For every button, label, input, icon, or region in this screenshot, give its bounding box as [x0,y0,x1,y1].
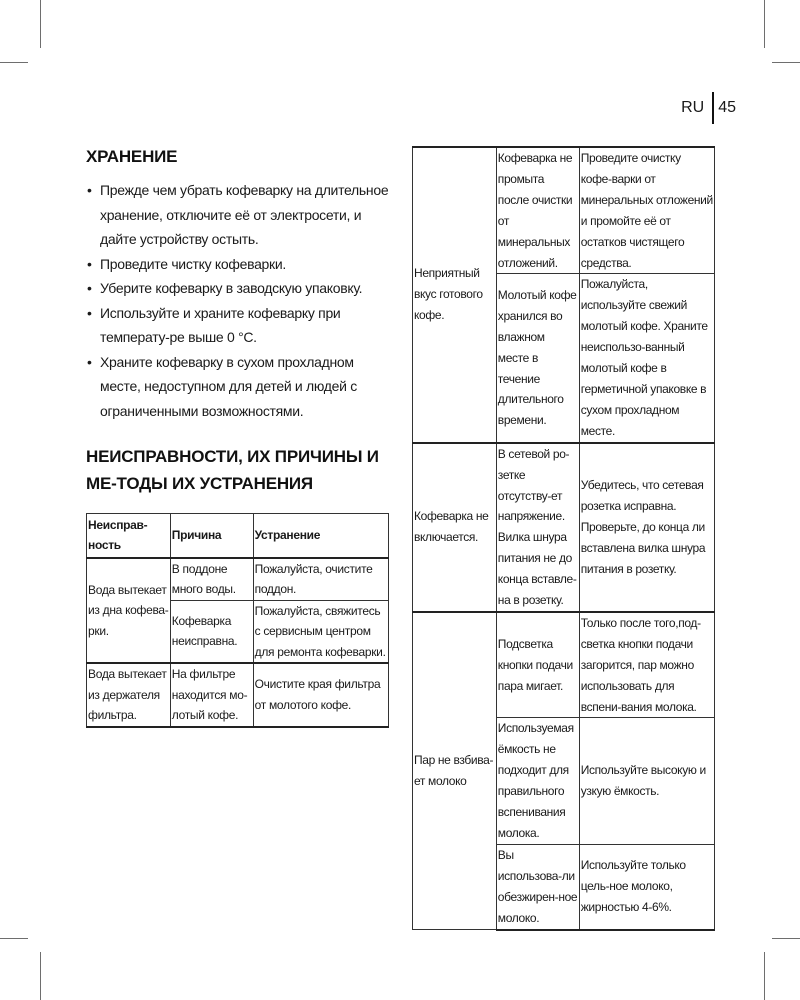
crop-mark [0,62,28,63]
page-header [681,92,736,124]
remedy-cell: Пожалуйста, используйте свежий молотый кофе. Храните неиспользо-ванный молотый кофе в герметичной упаковке в сухом прохладном месте. [579,274,714,443]
cause-cell: Кофеварка не промыта после очистки от минеральных отложений. [496,147,579,274]
table-header-row [87,514,389,558]
cause-cell: Используемая ёмкость не подходит для правильного вспенивания молока. [496,718,579,844]
storage-list [86,178,390,423]
crop-mark [0,938,28,939]
page-number: 45 [718,99,736,116]
crop-mark [40,0,41,48]
storage-heading: ХРАНЕНИЕ [86,147,178,166]
table-row [413,443,715,612]
troubleshooting-table-left [86,513,389,728]
remedy-cell: Убедитесь, что сетевая розетка исправна. Проверьте, до конца ли вставлена вилка шнура питания в розетку. [579,443,714,612]
fault-cell: Кофеварка не включается. [413,443,497,612]
cause-cell: Вы использова-ли обезжирен-ное молоко. [496,844,579,929]
list-item: • Используйте и храните кофеварку при температу-ре выше 0 °С. [86,301,390,350]
remedy-cell: Используйте высокую и узкую ёмкость. [579,718,714,844]
cause-cell: Кофеварка неисправна. [170,600,253,663]
remedy-cell: Проведите очистку кофе-варки от минеральных отложений и промойте её от остатков чистящего средства. [579,147,714,274]
table-row [87,663,389,727]
remedy-cell: Только после того,под-светка кнопки подачи загорится, пар можно использовать для вспени-вания молока. [579,612,714,718]
troubleshooting-heading: НЕИСПРАВНОСТИ, ИХ ПРИЧИНЫ И МЕ-ТОДЫ ИХ УСТРАНЕНИЯ [86,447,379,493]
crop-mark [40,952,41,1000]
list-item: • Прежде чем убрать кофеварку на длительное хранение, отключите её от электросети, и дайте устройству остыть. [86,178,390,252]
fault-cell: Вода вытекает из держателя фильтра. [87,663,171,727]
fault-cell: Вода вытекает из дна кофева-рки. [87,558,171,664]
left-column [86,143,390,728]
list-item: • Уберите кофеварку в заводскую упаковку. [86,276,390,301]
cause-cell: Подсветка кнопки подачи пара мигает. [496,612,579,718]
cause-cell: В поддоне много воды. [170,558,253,601]
language-code: RU [681,99,705,116]
fault-cell: Неприятный вкус готового кофе. [413,147,497,443]
remedy-cell: Используйте только цель-ное молоко, жирностью 4-6%. [579,844,714,929]
header-cause: Причина [170,514,253,558]
table-row [413,612,715,718]
table-row [413,147,715,274]
list-item: • Проведите чистку кофеварки. [86,252,390,277]
remedy-cell: Пожалуйста, очистите поддон. [253,558,388,601]
header-remedy: Устранение [253,514,388,558]
remedy-cell: Очистите края фильтра от молотого кофе. [253,663,388,727]
remedy-cell: Пожалуйста, свяжитесь с сервисным центром для ремонта кофеварки. [253,600,388,663]
crop-mark [772,938,800,939]
crop-mark [764,0,765,48]
header-fault: Неисправ-ность [87,514,171,558]
troubleshooting-table-right [412,146,715,931]
table-row [87,558,389,601]
list-item: • Храните кофеварку в сухом прохладном месте, недоступном для детей и людей с ограниченными возможностями. [86,350,390,424]
crop-mark [764,952,765,1000]
crop-mark [772,62,800,63]
cause-cell: В сетевой ро-зетке отсутству-ет напряжение. Вилка шнура питания не до конца вставле-на в розетку. [496,443,579,612]
cause-cell: На фильтре находится мо-лотый кофе. [170,663,253,727]
fault-cell: Пар не взбива-ет молоко [413,612,497,930]
cause-cell: Молотый кофе хранился во влажном месте в течение длительного времени. [496,274,579,443]
